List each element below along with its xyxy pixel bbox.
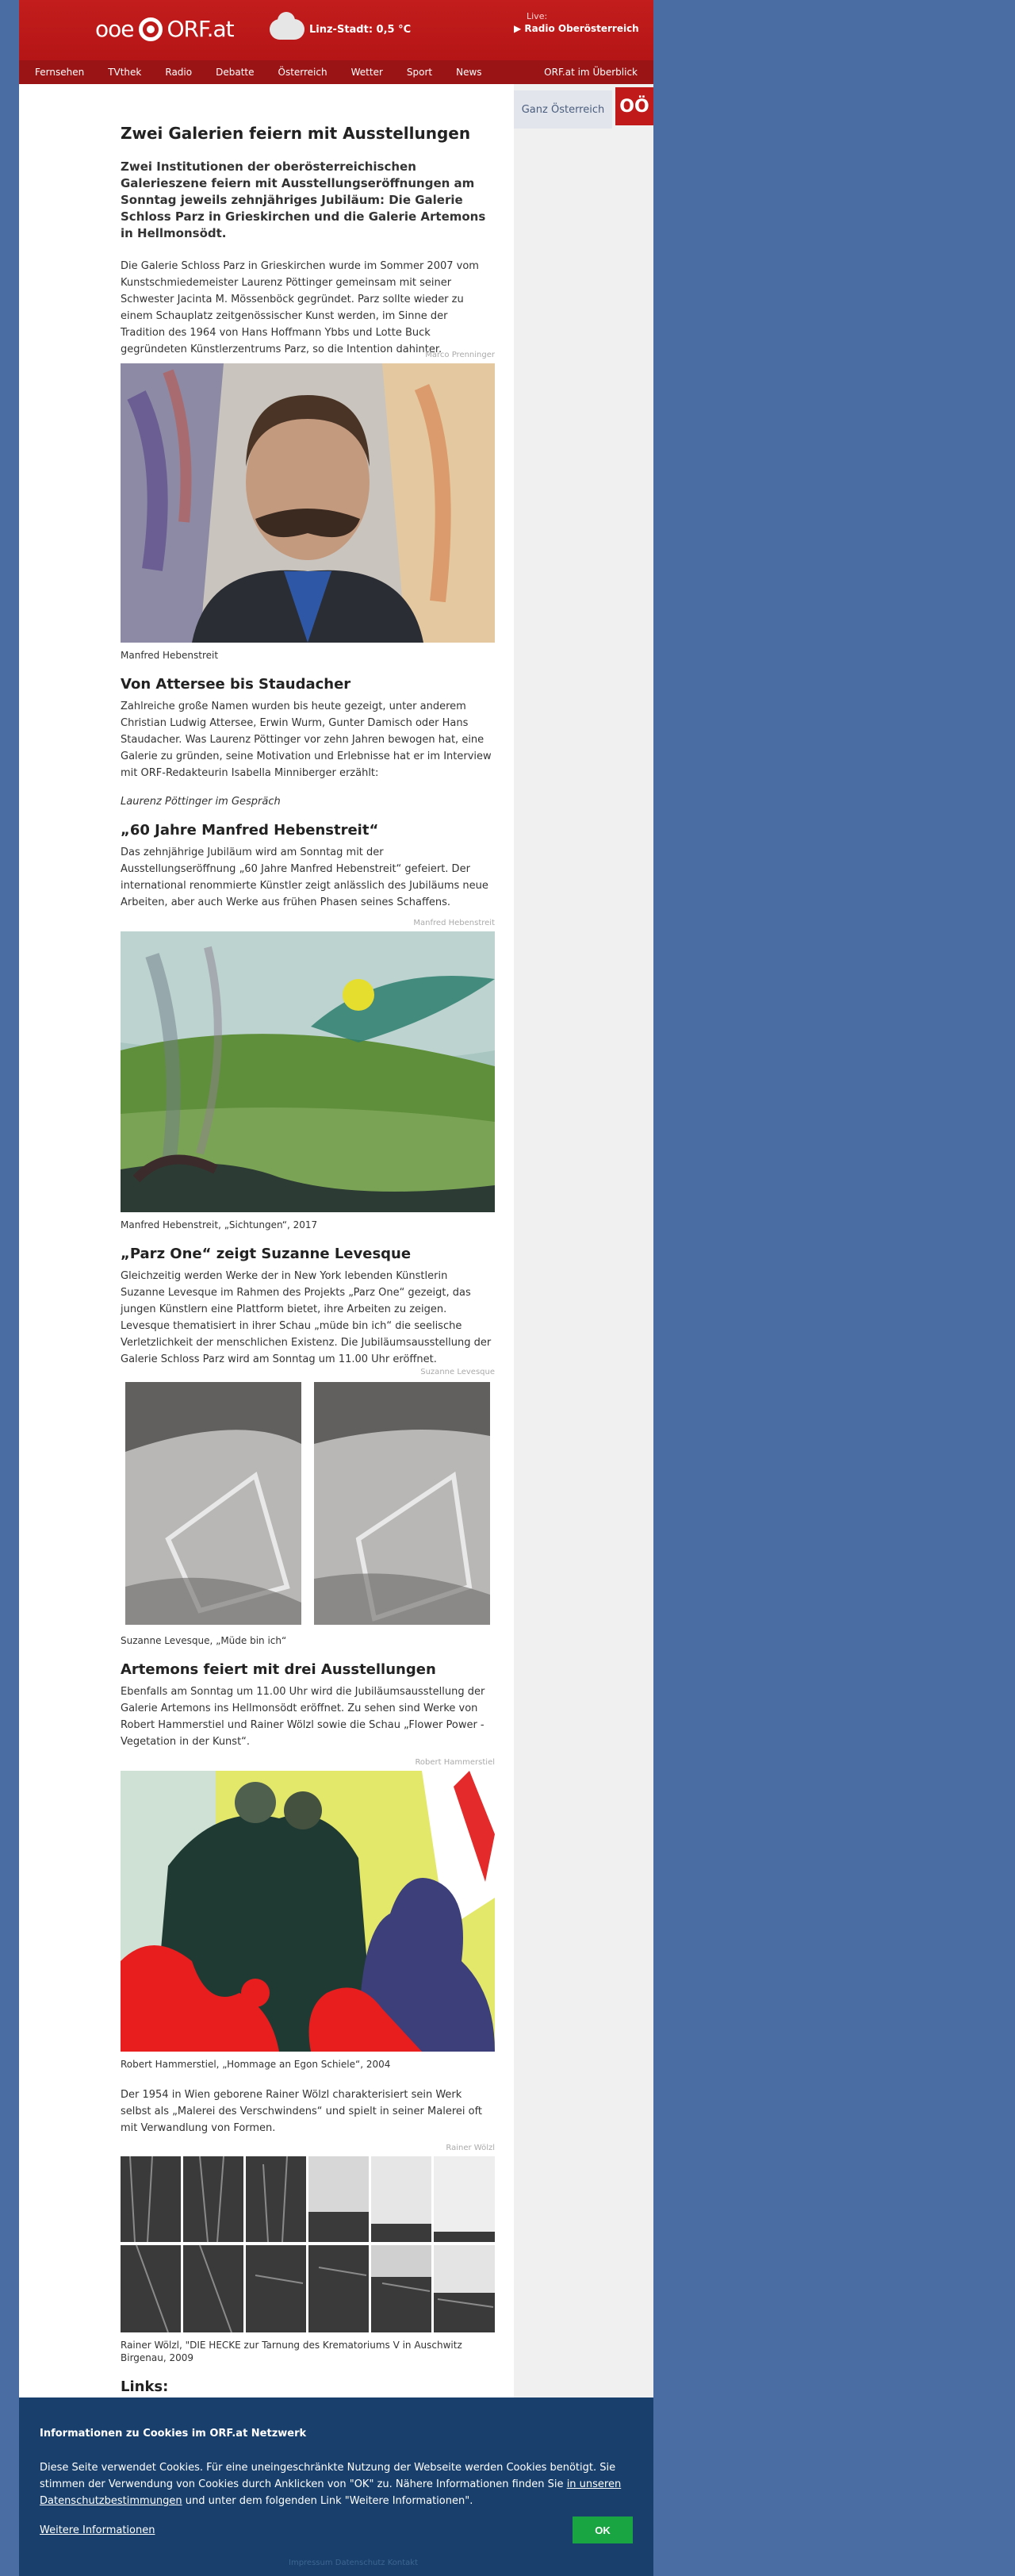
page [19, 0, 653, 2576]
live-station[interactable]: ▶ Radio Oberösterreich [514, 23, 639, 34]
paragraph-2: Zahlreiche große Namen wurden bis heute gezeigt, unter anderem Christian Ludwig Attersee, Erwin Wurm, Gunter Damisch oder Hans Staudacher. Was Laurenz Pöttinger vor zehn Jahren bewogen hat, eine Galerie zu gründen, seine Motivation und Erlebnisse hat er im Interview mit ORF-Redakteurin Isabella Minniberger erzählt: [121, 701, 492, 779]
links-heading: Links: [121, 2378, 169, 2395]
audio-note[interactable]: Laurenz Pöttinger im Gespräch [121, 796, 281, 808]
image-caption: Manfred Hebenstreit, „Sichtungen“, 2017 [121, 1219, 318, 1230]
image-credit: Rainer Wölzl [446, 2144, 495, 2152]
die-hecke-image[interactable] [121, 2156, 495, 2332]
paragraph-1: Die Galerie Schloss Parz in Grieskirchen wurde im Sommer 2007 vom Kunstschmiedemeister Laurenz Pöttinger gemeinsam mit seiner Schwester Jacinta M. Mössenböck gegründet. Parz sollte wieder zu einem Schauplatz zeitgenössischer Kunst werden, im Sinne der Tradition des 1964 von Hans Hoffmann Ybbs und Lotte Buck gegründeten Künstlerzentrums Parz, so die Intention dahinter. [121, 260, 479, 355]
logo-prefix: ooe [95, 16, 134, 42]
paragraph-6: Der 1954 in Wien geborene Rainer Wölzl charakterisiert sein Werk selbst als „Malerei des Verschwindens“ und spielt in seiner Malerei oft mit Verwandlung von Formen. [121, 2089, 483, 2134]
paragraph-5: Ebenfalls am Sonntag um 11.00 Uhr wird die Jubiläumsausstellung der Galerie Artemons ins Hellmonsödt eröffnet. Zu sehen sind Werke von Robert Hammerstiel und Rainer Wölzl sowie die Schau „Flower Power - Vegetation in der Kunst“. [121, 1686, 485, 1748]
weather-widget[interactable] [270, 19, 411, 40]
orf-eye-icon [139, 17, 163, 41]
image-caption: Robert Hammerstiel, „Hommage an Egon Schiele“, 2004 [121, 2059, 391, 2070]
live-label: Live: [527, 11, 548, 21]
logo-brand: ORF.at [167, 16, 234, 42]
painting-sichtungen-image[interactable] [121, 931, 495, 1212]
image-caption: Manfred Hebenstreit [121, 650, 219, 661]
nav-overview-link[interactable]: ORF.at im Überblick [544, 67, 638, 78]
cookie-ok-button[interactable]: OK [573, 2516, 633, 2543]
section-heading: Artemons feiert mit drei Ausstellungen [121, 1661, 436, 1678]
main-nav [19, 60, 653, 84]
section-heading: „Parz One“ zeigt Suzanne Levesque [121, 1246, 412, 1262]
footer-links[interactable]: Impressum Datenschutz Kontakt [289, 2559, 419, 2567]
nav-item-oesterreich[interactable]: Österreich [278, 67, 327, 78]
section-heading: Von Attersee bis Staudacher [121, 676, 351, 693]
sidebar [514, 84, 653, 2576]
section-heading: „60 Jahre Manfred Hebenstreit“ [121, 822, 379, 839]
portrait-image[interactable] [121, 363, 495, 643]
image-credit: Marco Prenninger [425, 351, 495, 359]
live-radio[interactable] [514, 11, 639, 34]
nav-item-debatte[interactable]: Debatte [216, 67, 255, 78]
image-caption: Rainer Wölzl, "DIE HECKE zur Tarnung des Krematoriums V in Auschwitz Birgenau, 2009 [121, 2340, 462, 2363]
image-credit: Manfred Hebenstreit [413, 919, 495, 927]
article [121, 124, 495, 2395]
article-lead: Zwei Institutionen der oberösterreichischen Galerieszene feiern mit Ausstellungseröffnungen am Sonntag jeweils zehnjähriges Jubiläum: Die Galerie Schloss Parz in Grieskirchen und die Galerie Artemons in Hellmonsödt. [121, 159, 486, 240]
ooe-badge[interactable]: OÖ [615, 87, 653, 125]
orf-logo[interactable] [95, 16, 234, 42]
cloud-icon [270, 19, 304, 40]
image-caption: Suzanne Levesque, „Müde bin ich“ [121, 1635, 287, 1646]
image-credit: Robert Hammerstiel [415, 1758, 495, 1767]
article-title: Zwei Galerien feiern mit Ausstellungen [121, 124, 471, 143]
hommage-schiele-image[interactable] [121, 1771, 495, 2052]
more-info-link[interactable]: Weitere Informationen [40, 2524, 155, 2536]
nav-item-tvthek[interactable]: TVthek [108, 67, 142, 78]
nav-item-wetter[interactable]: Wetter [350, 67, 383, 78]
ganz-oesterreich-tab[interactable]: Ganz Österreich [514, 90, 612, 129]
cookie-title: Informationen zu Cookies im ORF.at Netzwerk [40, 2428, 307, 2440]
nav-item-sport[interactable]: Sport [406, 67, 433, 78]
levesque-diptych-image[interactable] [121, 1380, 495, 1628]
paragraph-4: Gleichzeitig werden Werke der in New York lebenden Künstlerin Suzanne Levesque im Rahmen des Projekts „Parz One“ gezeigt, das jungen Künstlern eine Plattform bietet, ihre Arbeiten zu zeigen. Levesque thematisiert in ihrer Schau „müde bin ich“ die seelische Verletzlichkeit der menschlichen Existenz. Die Jubiläumsausstellung der Galerie Schloss Parz wird am Sonntag um 11.00 Uhr eröffnet. [121, 1270, 492, 1365]
nav-item-news[interactable]: News [456, 67, 482, 78]
site-header [19, 0, 653, 60]
paragraph-3: Das zehnjährige Jubiläum wird am Sonntag mit der Ausstellungseröffnung „60 Jahre Manfred Hebenstreit“ gefeiert. Der international renommierte Künstler zeigt anlässlich des Jubiläums neue Arbeiten, aber auch Werke aus frühen Phasen seines Schaffens. [121, 847, 488, 908]
cookie-text: Diese Seite verwendet Cookies. Für eine uneingeschränkte Nutzung der Webseite werden Cookies benötigt. Sie stimmen der Verwendung von Cookies durch Anklicken von "OK" zu. Nähere Informationen finden Sie in unseren Datenschutzbestimmungen und unter dem folgenden Link "Weitere Informationen". [40, 2462, 622, 2507]
cookie-banner [19, 2397, 653, 2576]
nav-item-radio[interactable]: Radio [165, 67, 193, 78]
weather-text: Linz-Stadt: 0,5 °C [309, 23, 412, 36]
image-credit: Suzanne Levesque [420, 1368, 495, 1376]
nav-item-fernsehen[interactable]: Fernsehen [35, 67, 85, 78]
privacy-link[interactable]: in unseren Datenschutzbestimmungen [40, 2478, 622, 2507]
